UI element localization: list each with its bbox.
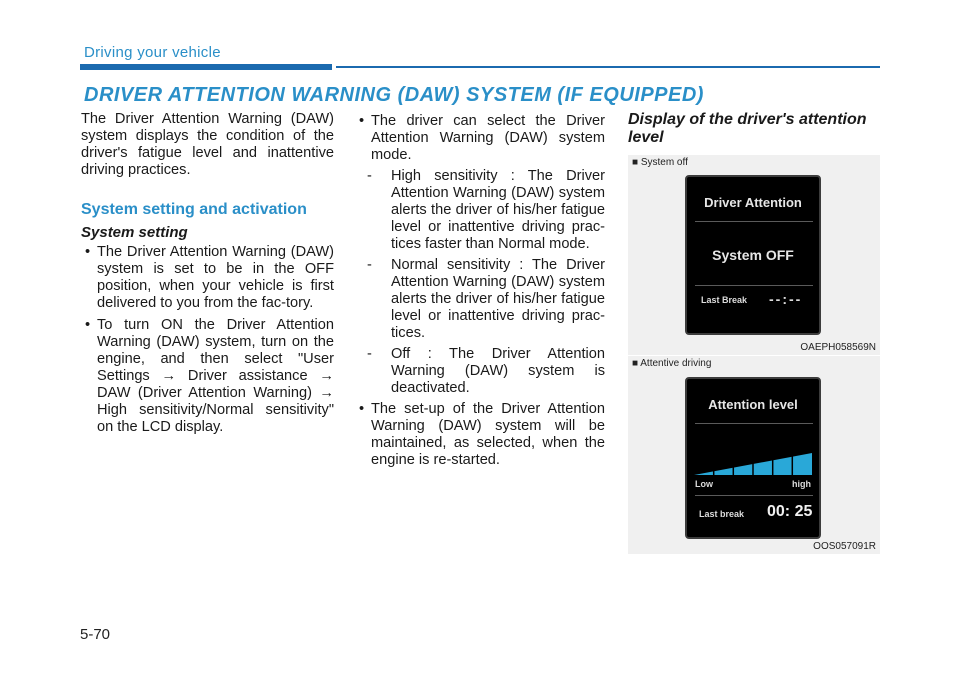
column-1 bbox=[81, 111, 334, 436]
divider bbox=[695, 495, 813, 496]
figure-caption: ■ Attentive driving bbox=[632, 358, 712, 369]
dash-mark: - bbox=[367, 168, 372, 184]
dash-text-high: High sensitivity : The Driver Attention Warning (DAW) system alerts the driver of his/her fatigue level or inattentive driving prac-tices faster than Normal mode. bbox=[391, 168, 605, 252]
dash-item-normal bbox=[367, 257, 605, 342]
cluster-screen bbox=[685, 377, 821, 539]
display-title: Display of the driver's attention level bbox=[628, 111, 867, 146]
figure-code: OOS057091R bbox=[813, 541, 876, 552]
dash-text-normal: Normal sensitivity : The Driver Attention Warning (DAW) system alerts the driver of his/her fatigue level or inattentive driving prac-tices. bbox=[391, 257, 605, 341]
last-break-value: 00: 25 bbox=[767, 503, 813, 520]
column-3 bbox=[628, 111, 880, 155]
screen-status: System OFF bbox=[712, 247, 794, 263]
section-label: Driving your vehicle bbox=[84, 44, 221, 61]
last-break-label: Last break bbox=[699, 509, 745, 519]
bullet-turn-on: • To turn ON the Driver Attention Warning (DAW) system, turn on the engine, and then select "User Settings → Driver assistance → DAW (Driver Attention Warning) → High sensitivity/Normal sensitivity" on the LCD display. bbox=[81, 317, 334, 436]
screen-title: Driver Attention bbox=[704, 195, 802, 210]
dash-item-off bbox=[367, 346, 605, 397]
last-break-label: Last Break bbox=[701, 295, 748, 305]
figure-caption: ■ System off bbox=[632, 157, 688, 168]
screen-title: Attention level bbox=[708, 397, 798, 412]
column-2 bbox=[355, 111, 605, 469]
subsub-system-setting: System setting bbox=[81, 224, 188, 241]
level-low-label: Low bbox=[695, 479, 713, 489]
bullet-select-mode: • The driver can select the Driver Attention Warning (DAW) system mode. bbox=[355, 113, 605, 164]
figure-code: OAEPH058569N bbox=[800, 342, 876, 353]
intro-paragraph: The Driver Attention Warning (DAW) system displays the condition of the driver's fatigue level and inattentive driving practices. bbox=[81, 111, 334, 178]
cluster-screen bbox=[685, 175, 821, 335]
dash-text-off: Off : The Driver Attention Warning (DAW) system is deactivated. bbox=[391, 346, 605, 396]
divider bbox=[695, 423, 813, 424]
figure-attentive-driving bbox=[628, 356, 880, 554]
divider bbox=[695, 285, 813, 286]
subhead-system-setting-activation: System setting and activation bbox=[81, 201, 307, 218]
page-number: 5-70 bbox=[80, 626, 111, 643]
dash-mark: - bbox=[367, 257, 372, 273]
level-high-label: high bbox=[792, 479, 811, 489]
page-title: DRIVER ATTENTION WARNING (DAW) SYSTEM (IF EQUIPPED) bbox=[84, 84, 704, 106]
divider bbox=[695, 221, 813, 222]
bullet-default-off: • The Driver Attention Warning (DAW) system is set to be in the OFF position, when your vehicle is first delivered to you from the fac-tory. bbox=[81, 244, 334, 312]
header-rule-thick bbox=[80, 64, 332, 70]
figure-system-off bbox=[628, 155, 880, 355]
header-rule-thin bbox=[336, 66, 880, 68]
dash-item-high bbox=[367, 168, 605, 253]
attention-level-bar bbox=[694, 453, 812, 475]
last-break-value: --:-- bbox=[769, 291, 803, 307]
dash-mark: - bbox=[367, 346, 372, 362]
bullet-setup-maintained: • The set-up of the Driver Attention Warning (DAW) system will be maintained, as selected, when the engine is re-started. bbox=[355, 401, 605, 469]
